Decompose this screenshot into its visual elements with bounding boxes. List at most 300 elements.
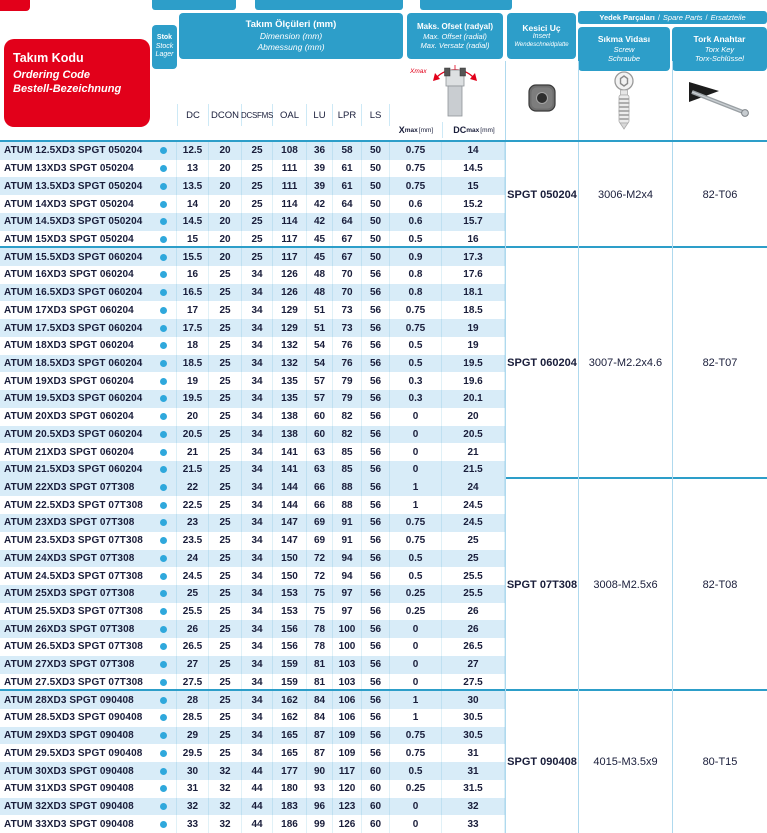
product-group bbox=[0, 246, 767, 478]
table-row bbox=[0, 284, 505, 302]
dc-value: 24.5 bbox=[177, 567, 209, 585]
lpr-value: 58 bbox=[333, 142, 362, 160]
table-row bbox=[0, 160, 505, 178]
xmax-value: 0.6 bbox=[390, 213, 442, 231]
header-divider-1 bbox=[505, 61, 506, 140]
dcsfms-value: 25 bbox=[242, 160, 273, 178]
dc-value: 20 bbox=[177, 408, 209, 426]
table-row bbox=[0, 514, 505, 532]
dcsfms-value: 34 bbox=[242, 301, 273, 319]
ordering-code: ATUM 33XD3 SPGT 090408 bbox=[4, 818, 134, 830]
oal-value: 117 bbox=[273, 248, 307, 266]
table-row bbox=[0, 691, 505, 709]
oal-value: 141 bbox=[273, 461, 307, 479]
ls-value: 50 bbox=[362, 231, 390, 249]
offset-diagram bbox=[407, 63, 503, 119]
dcon-value: 25 bbox=[209, 550, 242, 568]
dcmax-value: 21.5 bbox=[442, 461, 505, 479]
lu-value: 45 bbox=[307, 248, 333, 266]
xmax-value: 0.75 bbox=[390, 301, 442, 319]
oal-value: 183 bbox=[273, 798, 307, 816]
dcon-value: 20 bbox=[209, 195, 242, 213]
lu-value: 69 bbox=[307, 514, 333, 532]
lu-value: 87 bbox=[307, 727, 333, 745]
dcon-value: 20 bbox=[209, 142, 242, 160]
lpr-value: 88 bbox=[333, 479, 362, 497]
dcon-value: 20 bbox=[209, 213, 242, 231]
stock-cell bbox=[150, 532, 177, 550]
dcsfms-value: 44 bbox=[242, 798, 273, 816]
lu-value: 84 bbox=[307, 709, 333, 727]
dcmax-value: 30 bbox=[442, 691, 505, 709]
oal-value: 117 bbox=[273, 231, 307, 249]
dcsfms-value: 25 bbox=[242, 231, 273, 249]
lu-value: 63 bbox=[307, 461, 333, 479]
xmax-value: 0.5 bbox=[390, 550, 442, 568]
ordering-code: ATUM 24XD3 SPGT 07T308 bbox=[4, 552, 135, 564]
dc-value: 28 bbox=[177, 691, 209, 709]
stock-cell bbox=[150, 496, 177, 514]
ls-value: 56 bbox=[362, 727, 390, 745]
screw-cell bbox=[578, 248, 672, 478]
insert-cell bbox=[505, 479, 578, 692]
spare-parts-header: Yedek Parçaları / Spare Parts / Ersatzteile bbox=[578, 11, 767, 24]
table-row bbox=[0, 408, 505, 426]
stock-cell bbox=[150, 266, 177, 284]
dc-value: 15.5 bbox=[177, 248, 209, 266]
lpr-value: 61 bbox=[333, 160, 362, 178]
stock-dot bbox=[160, 183, 167, 190]
xmax-value: 0 bbox=[390, 815, 442, 833]
dcon-value: 25 bbox=[209, 284, 242, 302]
table-row bbox=[0, 815, 505, 833]
stock-dot bbox=[160, 785, 167, 792]
lu-value: 60 bbox=[307, 426, 333, 444]
ls-value: 56 bbox=[362, 443, 390, 461]
torx-icon-area bbox=[672, 71, 767, 131]
dcon-value: 25 bbox=[209, 372, 242, 390]
stock-cell bbox=[150, 798, 177, 816]
lpr-value: 91 bbox=[333, 514, 362, 532]
ordering-code: ATUM 22.5XD3 SPGT 07T308 bbox=[4, 499, 143, 511]
lu-value: 75 bbox=[307, 585, 333, 603]
dcmax-value: 19.6 bbox=[442, 372, 505, 390]
screw-code: 3007-M2.2x4.6 bbox=[588, 357, 663, 370]
stock-cell bbox=[150, 656, 177, 674]
stock-dot bbox=[160, 449, 167, 456]
dcmax-value: 18.5 bbox=[442, 301, 505, 319]
torx-code: 82-T06 bbox=[702, 189, 738, 202]
dcon-value: 25 bbox=[209, 709, 242, 727]
stock-dot bbox=[160, 201, 167, 208]
xmax-value: 0.75 bbox=[390, 160, 442, 178]
lpr-value: 88 bbox=[333, 496, 362, 514]
stock-header: Stok Stock Lager bbox=[152, 25, 177, 69]
lpr-value: 70 bbox=[333, 284, 362, 302]
table-row bbox=[0, 426, 505, 444]
ordering-code: ATUM 29.5XD3 SPGT 090408 bbox=[4, 747, 143, 759]
ordering-code: ATUM 15.5XD3 SPGT 060204 bbox=[4, 251, 143, 263]
xmax-value: 1 bbox=[390, 496, 442, 514]
group-rows bbox=[0, 479, 505, 692]
dcmax-value: 20.5 bbox=[442, 426, 505, 444]
dc-value: 13.5 bbox=[177, 177, 209, 195]
dcon-value: 25 bbox=[209, 744, 242, 762]
dcsfms-value: 34 bbox=[242, 479, 273, 497]
screw-header: Sıkma Vidası Screw Schraube bbox=[578, 27, 670, 71]
dc-value: 14 bbox=[177, 195, 209, 213]
dcmax-value: 17.6 bbox=[442, 266, 505, 284]
dimensions-header: Takım Ölçüleri (mm) Dimension (mm) Abmessung (mm) bbox=[179, 13, 403, 59]
lpr-value: 85 bbox=[333, 461, 362, 479]
table-row bbox=[0, 532, 505, 550]
dcmax-value: 31 bbox=[442, 762, 505, 780]
screw-cell bbox=[578, 142, 672, 248]
ordering-code-subtitle-de: Bestell-Bezeichnung bbox=[13, 83, 122, 96]
lu-value: 54 bbox=[307, 355, 333, 373]
lu-value: 39 bbox=[307, 160, 333, 178]
dcsfms-value: 34 bbox=[242, 443, 273, 461]
ls-value: 56 bbox=[362, 479, 390, 497]
dcsfms-value: 44 bbox=[242, 762, 273, 780]
lpr-value: 64 bbox=[333, 195, 362, 213]
dcsfms-value: 34 bbox=[242, 567, 273, 585]
table-row bbox=[0, 248, 505, 266]
dcon-value: 25 bbox=[209, 585, 242, 603]
stock-dot bbox=[160, 714, 167, 721]
col-header-lpr: LPR bbox=[333, 104, 362, 126]
dcon-value: 25 bbox=[209, 727, 242, 745]
stock-cell bbox=[150, 372, 177, 390]
screw-icon-area bbox=[578, 67, 670, 135]
table-row bbox=[0, 266, 505, 284]
table-row bbox=[0, 550, 505, 568]
insert-code: SPGT 060204 bbox=[507, 357, 577, 370]
xmax-value: 1 bbox=[390, 709, 442, 727]
torx-cell bbox=[672, 248, 767, 478]
dc-value: 25 bbox=[177, 585, 209, 603]
torx-cell bbox=[672, 479, 767, 692]
table-row bbox=[0, 780, 505, 798]
dcon-value: 20 bbox=[209, 160, 242, 178]
ls-value: 56 bbox=[362, 461, 390, 479]
ordering-code: ATUM 17.5XD3 SPGT 060204 bbox=[4, 322, 143, 334]
xmax-value: 0 bbox=[390, 674, 442, 692]
dcsfms-value: 34 bbox=[242, 744, 273, 762]
dc-value: 21 bbox=[177, 443, 209, 461]
dcon-value: 25 bbox=[209, 266, 242, 284]
stock-cell bbox=[150, 479, 177, 497]
lu-value: 84 bbox=[307, 691, 333, 709]
ls-value: 56 bbox=[362, 390, 390, 408]
dcmax-value: 19 bbox=[442, 337, 505, 355]
oal-value: 132 bbox=[273, 355, 307, 373]
insert-header: Kesici Uç Insert Wendeschneidplatte bbox=[507, 13, 576, 59]
stock-cell bbox=[150, 337, 177, 355]
oal-value: 180 bbox=[273, 780, 307, 798]
product-group bbox=[0, 477, 767, 692]
dcon-value: 25 bbox=[209, 301, 242, 319]
oal-value: 126 bbox=[273, 266, 307, 284]
dc-value: 27.5 bbox=[177, 674, 209, 692]
stock-dot bbox=[160, 821, 167, 828]
dc-value: 23.5 bbox=[177, 532, 209, 550]
dc-value: 22 bbox=[177, 479, 209, 497]
dcon-value: 25 bbox=[209, 638, 242, 656]
xmax-value: 0.75 bbox=[390, 142, 442, 160]
ls-value: 56 bbox=[362, 408, 390, 426]
dcon-value: 32 bbox=[209, 762, 242, 780]
stock-cell bbox=[150, 142, 177, 160]
cut-teal-fragment-2 bbox=[255, 0, 403, 10]
xmax-value: 0.8 bbox=[390, 266, 442, 284]
stock-cell bbox=[150, 585, 177, 603]
stock-cell bbox=[150, 284, 177, 302]
lpr-value: 106 bbox=[333, 691, 362, 709]
dc-value: 28.5 bbox=[177, 709, 209, 727]
cut-red-fragment bbox=[0, 0, 30, 11]
xmax-value: 0.25 bbox=[390, 603, 442, 621]
lpr-value: 106 bbox=[333, 709, 362, 727]
screw-code: 3008-M2.5x6 bbox=[593, 578, 658, 591]
lpr-value: 120 bbox=[333, 780, 362, 798]
ordering-code: ATUM 14XD3 SPGT 050204 bbox=[4, 198, 134, 210]
dcsfms-value: 44 bbox=[242, 815, 273, 833]
table-row bbox=[0, 638, 505, 656]
oal-value: 147 bbox=[273, 514, 307, 532]
table-row bbox=[0, 585, 505, 603]
dcon-value: 25 bbox=[209, 567, 242, 585]
screw-cell bbox=[578, 691, 672, 833]
ordering-code: ATUM 20XD3 SPGT 060204 bbox=[4, 411, 134, 423]
dc-value: 13 bbox=[177, 160, 209, 178]
ls-value: 56 bbox=[362, 656, 390, 674]
oal-value: 147 bbox=[273, 532, 307, 550]
ordering-code-header bbox=[4, 39, 150, 127]
oal-value: 135 bbox=[273, 390, 307, 408]
stock-dot bbox=[160, 768, 167, 775]
dcsfms-value: 25 bbox=[242, 142, 273, 160]
dc-value: 20.5 bbox=[177, 426, 209, 444]
ls-value: 56 bbox=[362, 603, 390, 621]
dcsfms-value: 34 bbox=[242, 550, 273, 568]
ordering-code: ATUM 32XD3 SPGT 090408 bbox=[4, 800, 134, 812]
product-group bbox=[0, 689, 767, 833]
stock-cell bbox=[150, 231, 177, 249]
xmax-value: 0 bbox=[390, 620, 442, 638]
dcmax-value: 15 bbox=[442, 177, 505, 195]
ls-value: 56 bbox=[362, 426, 390, 444]
insert-code: SPGT 07T308 bbox=[506, 578, 578, 591]
ls-value: 56 bbox=[362, 709, 390, 727]
dcsfms-value: 34 bbox=[242, 284, 273, 302]
lu-value: 87 bbox=[307, 744, 333, 762]
dcon-value: 32 bbox=[209, 780, 242, 798]
lpr-value: 117 bbox=[333, 762, 362, 780]
ordering-code: ATUM 30XD3 SPGT 090408 bbox=[4, 765, 134, 777]
dcmax-label: DC max [mm] bbox=[442, 122, 505, 138]
dcsfms-value: 25 bbox=[242, 195, 273, 213]
stock-cell bbox=[150, 620, 177, 638]
lu-value: 78 bbox=[307, 638, 333, 656]
oal-value: 177 bbox=[273, 762, 307, 780]
xmax-value: 0.5 bbox=[390, 337, 442, 355]
lu-value: 99 bbox=[307, 815, 333, 833]
xmax-label: X max [mm] bbox=[398, 125, 434, 135]
dcsfms-value: 34 bbox=[242, 372, 273, 390]
stock-cell bbox=[150, 691, 177, 709]
table-row bbox=[0, 177, 505, 195]
lpr-value: 123 bbox=[333, 798, 362, 816]
ordering-code: ATUM 18XD3 SPGT 060204 bbox=[4, 340, 134, 352]
xmax-value: 0 bbox=[390, 798, 442, 816]
oal-value: 144 bbox=[273, 479, 307, 497]
dcsfms-value: 44 bbox=[242, 780, 273, 798]
dc-value: 15 bbox=[177, 231, 209, 249]
dc-value: 32 bbox=[177, 798, 209, 816]
table-row bbox=[0, 337, 505, 355]
insert-code: SPGT 090408 bbox=[507, 756, 577, 769]
lu-value: 51 bbox=[307, 319, 333, 337]
ordering-code: ATUM 15XD3 SPGT 050204 bbox=[4, 233, 134, 245]
lpr-value: 94 bbox=[333, 567, 362, 585]
dc-value: 30 bbox=[177, 762, 209, 780]
stock-cell bbox=[150, 408, 177, 426]
dcon-value: 25 bbox=[209, 514, 242, 532]
ordering-code: ATUM 19XD3 SPGT 060204 bbox=[4, 375, 134, 387]
stock-cell bbox=[150, 355, 177, 373]
ls-value: 56 bbox=[362, 337, 390, 355]
dcmax-value: 25.5 bbox=[442, 585, 505, 603]
lu-value: 72 bbox=[307, 567, 333, 585]
ordering-code: ATUM 12.5XD3 SPGT 050204 bbox=[4, 145, 143, 157]
lu-value: 54 bbox=[307, 337, 333, 355]
torx-cell bbox=[672, 691, 767, 833]
ordering-code: ATUM 23.5XD3 SPGT 07T308 bbox=[4, 535, 143, 547]
ls-value: 50 bbox=[362, 177, 390, 195]
lu-value: 81 bbox=[307, 674, 333, 692]
dc-value: 16 bbox=[177, 266, 209, 284]
cut-teal-fragment-3 bbox=[420, 0, 512, 10]
dcon-value: 25 bbox=[209, 532, 242, 550]
stock-cell bbox=[150, 674, 177, 692]
offset-header: Maks. Ofset (radyal) Max. Offset (radial) Max. Versatz (radial) bbox=[407, 13, 503, 59]
table-row bbox=[0, 496, 505, 514]
oal-value: 153 bbox=[273, 585, 307, 603]
dcsfms-value: 34 bbox=[242, 337, 273, 355]
stock-dot bbox=[160, 360, 167, 367]
lu-value: 72 bbox=[307, 550, 333, 568]
dc-value: 23 bbox=[177, 514, 209, 532]
stock-cell bbox=[150, 762, 177, 780]
stock-dot bbox=[160, 661, 167, 668]
stock-cell bbox=[150, 514, 177, 532]
ordering-code: ATUM 17XD3 SPGT 060204 bbox=[4, 304, 134, 316]
dc-value: 26 bbox=[177, 620, 209, 638]
dcon-value: 25 bbox=[209, 620, 242, 638]
dcsfms-value: 34 bbox=[242, 461, 273, 479]
lpr-value: 82 bbox=[333, 426, 362, 444]
oal-value: 141 bbox=[273, 443, 307, 461]
ordering-code: ATUM 27XD3 SPGT 07T308 bbox=[4, 659, 135, 671]
torx-key-icon bbox=[681, 79, 759, 123]
dcon-value: 25 bbox=[209, 355, 242, 373]
stock-dot bbox=[160, 608, 167, 615]
dc-value: 17.5 bbox=[177, 319, 209, 337]
ordering-code: ATUM 23XD3 SPGT 07T308 bbox=[4, 517, 135, 529]
oal-value: 126 bbox=[273, 284, 307, 302]
ordering-code: ATUM 19.5XD3 SPGT 060204 bbox=[4, 393, 143, 405]
stock-cell bbox=[150, 248, 177, 266]
lu-value: 60 bbox=[307, 408, 333, 426]
ordering-code: ATUM 13.5XD3 SPGT 050204 bbox=[4, 180, 143, 192]
dcon-value: 25 bbox=[209, 603, 242, 621]
lpr-value: 79 bbox=[333, 390, 362, 408]
dc-value: 19 bbox=[177, 372, 209, 390]
col-header-dcon: DCON bbox=[209, 104, 242, 126]
dcmax-value: 21 bbox=[442, 443, 505, 461]
xmax-value: 1 bbox=[390, 691, 442, 709]
lu-value: 42 bbox=[307, 213, 333, 231]
lu-value: 48 bbox=[307, 284, 333, 302]
oal-value: 186 bbox=[273, 815, 307, 833]
lu-value: 63 bbox=[307, 443, 333, 461]
xmax-value: 0.3 bbox=[390, 390, 442, 408]
ls-value: 50 bbox=[362, 142, 390, 160]
stock-dot bbox=[160, 378, 167, 385]
dcmax-value: 26.5 bbox=[442, 638, 505, 656]
screw-icon bbox=[611, 71, 637, 131]
lpr-value: 100 bbox=[333, 638, 362, 656]
xmax-value: 0.8 bbox=[390, 284, 442, 302]
xmax-value: 0.5 bbox=[390, 355, 442, 373]
dcsfms-value: 34 bbox=[242, 266, 273, 284]
insert-icon-area bbox=[507, 69, 576, 127]
xmax-value: 0.25 bbox=[390, 780, 442, 798]
dc-value: 19.5 bbox=[177, 390, 209, 408]
dcsfms-value: 25 bbox=[242, 177, 273, 195]
stock-dot bbox=[160, 502, 167, 509]
lpr-value: 73 bbox=[333, 319, 362, 337]
lpr-value: 109 bbox=[333, 744, 362, 762]
xmax-value: 0.6 bbox=[390, 195, 442, 213]
insert-cell bbox=[505, 691, 578, 833]
dcon-value: 20 bbox=[209, 231, 242, 249]
ordering-code: ATUM 21XD3 SPGT 060204 bbox=[4, 446, 134, 458]
dcmax-value: 25.5 bbox=[442, 567, 505, 585]
lpr-value: 82 bbox=[333, 408, 362, 426]
table-row bbox=[0, 798, 505, 816]
lpr-value: 61 bbox=[333, 177, 362, 195]
table-row bbox=[0, 744, 505, 762]
dc-value: 14.5 bbox=[177, 213, 209, 231]
table-row bbox=[0, 567, 505, 585]
xmax-value: 0.75 bbox=[390, 532, 442, 550]
ls-value: 56 bbox=[362, 514, 390, 532]
lpr-value: 103 bbox=[333, 674, 362, 692]
dcmax-value: 24 bbox=[442, 479, 505, 497]
cut-off-header-fragments bbox=[0, 0, 767, 11]
lpr-value: 100 bbox=[333, 620, 362, 638]
xmax-value: 0.75 bbox=[390, 514, 442, 532]
dcsfms-value: 34 bbox=[242, 620, 273, 638]
ls-value: 56 bbox=[362, 284, 390, 302]
oal-value: 153 bbox=[273, 603, 307, 621]
insert-code: SPGT 050204 bbox=[507, 189, 577, 202]
table-row bbox=[0, 674, 505, 692]
stock-cell bbox=[150, 567, 177, 585]
stock-cell bbox=[150, 815, 177, 833]
